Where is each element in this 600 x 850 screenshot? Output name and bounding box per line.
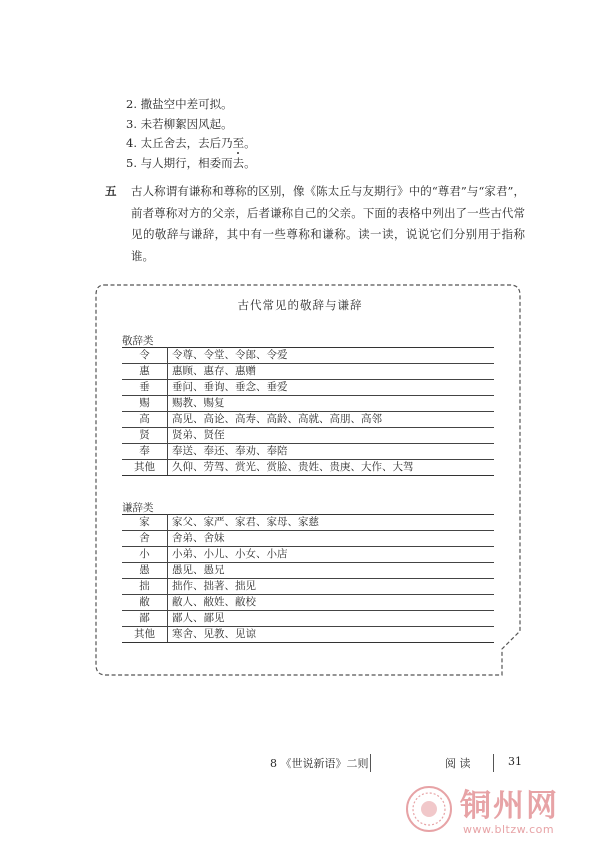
- term-key: 惠: [122, 364, 168, 380]
- table-row: [122, 531, 494, 547]
- term-examples: 惠顾、惠存、惠赠: [168, 364, 495, 380]
- watermark-logo-icon: [405, 785, 453, 833]
- table-row: [122, 460, 494, 476]
- question-text: 古人称谓有谦称和尊称的区别，像《陈太丘与友期行》中的“尊君”与“家君”，前者尊称对方的父亲，后者谦称自己的父亲。下面的表格中列出了一些古代常见的敬辞与谦辞，其中有一些尊称和谦称。读一读，说说它们分别用于指称谁。: [131, 184, 525, 263]
- list-item: 4. 太丘舍去，去后乃至。: [126, 136, 256, 150]
- question-five: [105, 181, 525, 267]
- term-examples: 高见、高论、高寿、高龄、高就、高朋、高邻: [168, 412, 495, 428]
- term-key: 舍: [122, 531, 168, 547]
- watermark-url: www.bltzw.com: [463, 823, 555, 836]
- term-examples: 赐教、赐复: [168, 396, 495, 412]
- footer-section: 阅 读: [445, 757, 471, 770]
- term-examples: 敝人、敝姓、敝校: [168, 595, 495, 611]
- list-item: 2. 撒盐空中差可拟。: [126, 97, 233, 111]
- humble-table: [122, 514, 494, 643]
- term-key: 其他: [122, 460, 168, 476]
- question-number: 五: [105, 184, 117, 198]
- term-examples: 拙作、拙著、拙见: [168, 579, 495, 595]
- term-key: 其他: [122, 627, 168, 643]
- table-row: [122, 579, 494, 595]
- table-row: [122, 412, 494, 428]
- table-row: [122, 595, 494, 611]
- table-row: [122, 627, 494, 643]
- term-examples: 久仰、劳驾、赏光、赏脸、贵姓、贵庚、大作、大驾: [168, 460, 495, 476]
- term-key: 愚: [122, 563, 168, 579]
- term-key: 贤: [122, 428, 168, 444]
- term-key: 垂: [122, 380, 168, 396]
- humble-label: 谦辞类: [122, 502, 154, 514]
- watermark-text: 铜州网: [460, 788, 559, 824]
- term-examples: 愚见、愚兄: [168, 563, 495, 579]
- term-key: 高: [122, 412, 168, 428]
- table-row: [122, 611, 494, 627]
- list-item: 3. 未若柳絮因风起。: [126, 116, 233, 131]
- term-examples: 垂问、垂询、垂念、垂爱: [168, 380, 495, 396]
- table-row: [122, 380, 494, 396]
- honorific-table: [122, 347, 494, 476]
- term-key: 赐: [122, 396, 168, 412]
- term-examples: 小弟、小儿、小女、小店: [168, 547, 495, 563]
- term-key: 鄙: [122, 611, 168, 627]
- emphasis-dot-char: 至: [232, 136, 245, 150]
- footer-divider: [493, 754, 494, 772]
- table-row: [122, 364, 494, 380]
- term-examples: 奉送、奉还、奉劝、奉陪: [168, 444, 495, 460]
- footer-unit: 8 《世说新语》二则: [270, 757, 369, 770]
- table-row: [122, 428, 494, 444]
- term-key: 令: [122, 348, 168, 364]
- table-row: [122, 515, 494, 531]
- term-examples: 寒舍、见教、见谅: [168, 627, 495, 643]
- honorific-label: 敬辞类: [122, 335, 154, 347]
- table-row: [122, 563, 494, 579]
- table-title: 古代常见的敬辞与谦辞: [237, 298, 363, 312]
- term-key: 家: [122, 515, 168, 531]
- table-row: [122, 444, 494, 460]
- footer-divider: [370, 754, 371, 772]
- term-key: 敝: [122, 595, 168, 611]
- term-key: 小: [122, 547, 168, 563]
- table-row: [122, 348, 494, 364]
- term-key: 奉: [122, 444, 168, 460]
- list-item: 5. 与人期行，相委而去。: [126, 155, 256, 170]
- term-examples: 鄙人、鄙见: [168, 611, 495, 627]
- page-number: 31: [508, 755, 522, 768]
- term-examples: 家父、家严、家君、家母、家慈: [168, 515, 495, 531]
- term-key: 拙: [122, 579, 168, 595]
- term-examples: 令尊、令堂、令郎、令爱: [168, 348, 495, 364]
- term-examples: 舍弟、舍妹: [168, 531, 495, 547]
- table-row: [122, 396, 494, 412]
- term-examples: 贤弟、贤侄: [168, 428, 495, 444]
- table-row: [122, 547, 494, 563]
- sentence-list: [126, 95, 256, 173]
